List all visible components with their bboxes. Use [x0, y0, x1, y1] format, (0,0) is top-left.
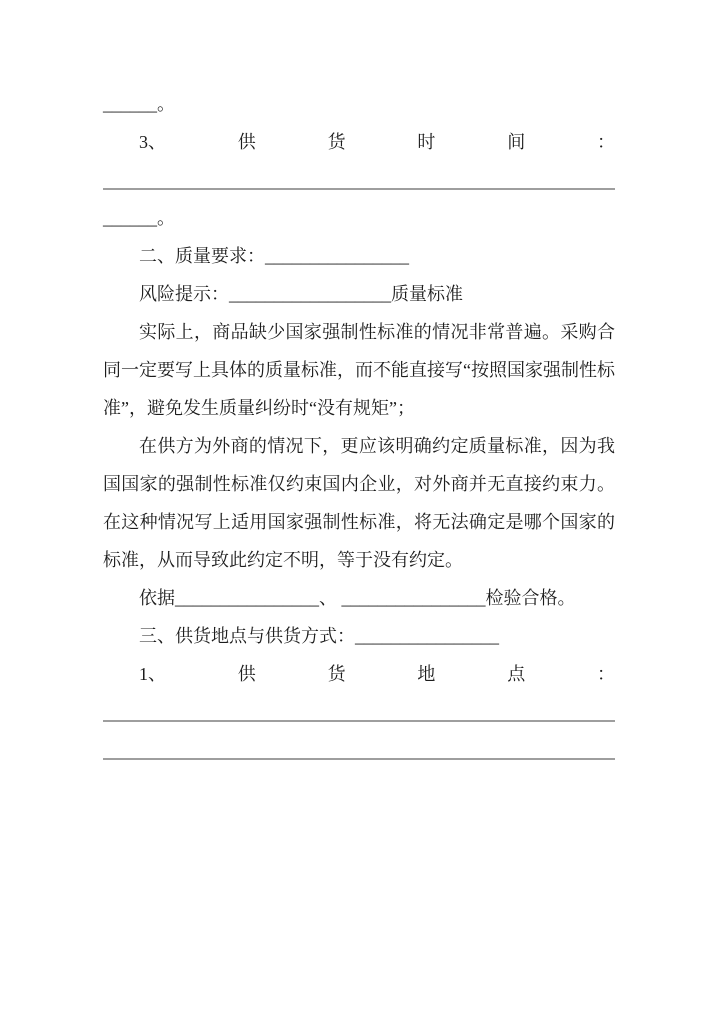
fill-in-blank-line: [103, 161, 615, 199]
item-3-supply-time-line: [103, 123, 615, 161]
blank-underline: [103, 188, 615, 190]
document-content: [103, 85, 615, 769]
spread-char: ：: [596, 132, 615, 152]
spread-char: 1、: [139, 664, 166, 684]
blank-underline: [103, 758, 615, 760]
fill-in-blank-line: [103, 731, 615, 769]
item-1-supply-place-line: [103, 655, 615, 693]
section-3-supply-heading: 三、供货地点与供货方式：________________: [139, 626, 499, 646]
section-2-quality-heading: 二、质量要求：________________: [139, 246, 409, 266]
spread-char: 时: [417, 132, 436, 152]
blank-stub-line: ______。: [103, 208, 175, 228]
quality-paragraph-1: 实际上，商品缺少国家强制性标准的情况非常普遍。采购合同一定要写上具体的质量标准，而不能直接写“按照国家强制性标准”，避免发生质量纠纷时“没有规矩”；: [103, 322, 615, 418]
fill-in-blank-line: [103, 693, 615, 731]
inspection-basis-line: 依据________________、 ________________检验合格。: [139, 588, 576, 608]
spread-char: 货: [327, 664, 346, 684]
blank-underline: [103, 720, 615, 722]
spread-char: 地: [417, 664, 436, 684]
spread-char: 货: [327, 132, 346, 152]
spread-char: 供: [237, 132, 256, 152]
spread-char: 供: [237, 664, 256, 684]
spread-char: 间: [507, 132, 526, 152]
spread-char: ：: [596, 664, 615, 684]
blank-stub-line: ______。: [103, 94, 175, 114]
risk-note-line: 风险提示：__________________质量标准: [139, 284, 463, 304]
quality-paragraph-2: 在供方为外商的情况下，更应该明确约定质量标准，因为我国国家的强制性标准仅约束国内企业，对外商并无直接约束力。在这种情况写上适用国家强制性标准，将无法确定是哪个国家的标准，从而导致此约定不明，等于没有约定。: [103, 436, 615, 570]
spread-char: 点: [507, 664, 526, 684]
spread-char: 3、: [139, 132, 166, 152]
